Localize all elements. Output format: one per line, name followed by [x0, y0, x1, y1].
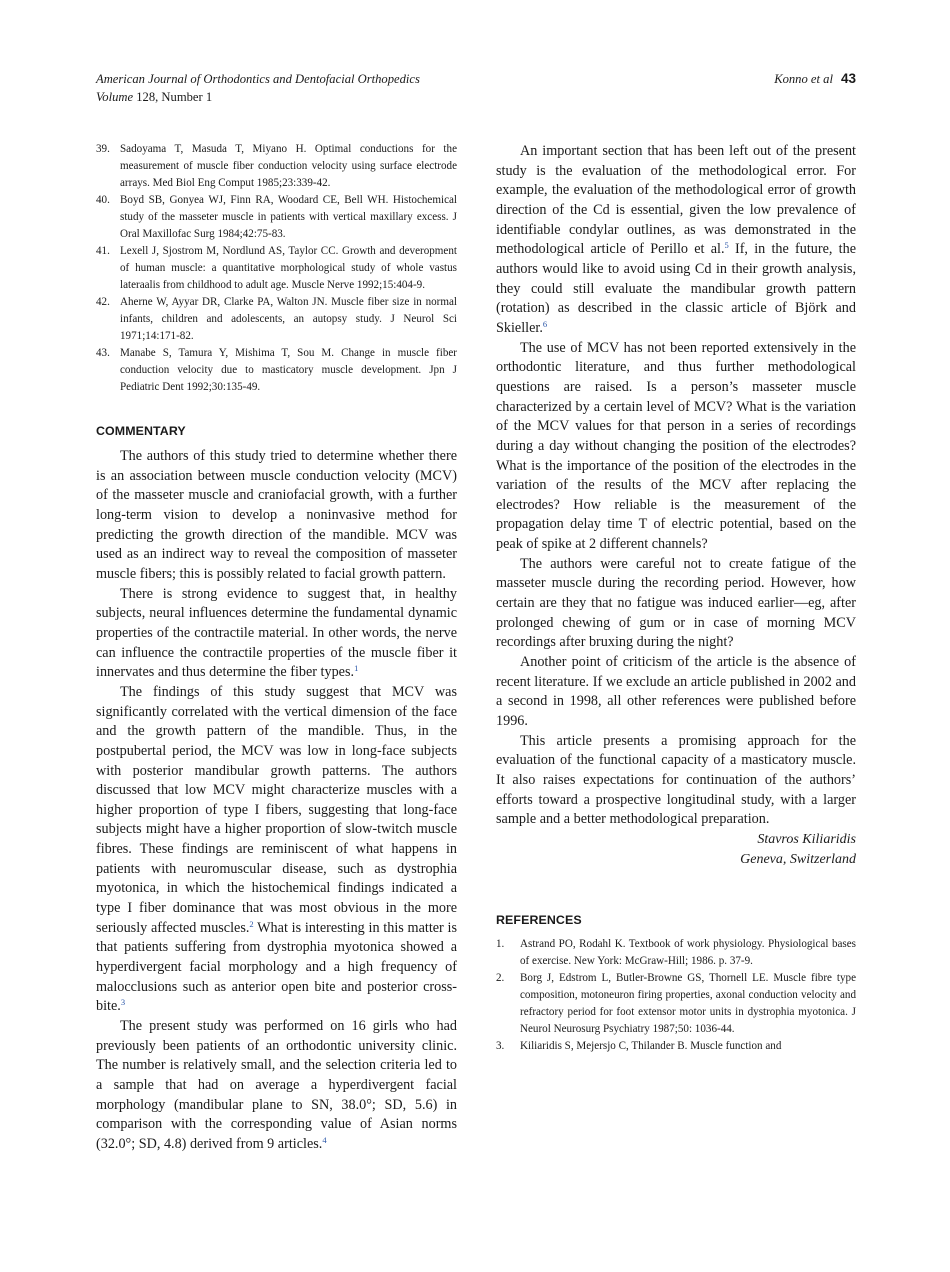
citation-link[interactable]: 6: [542, 318, 548, 329]
reference-item: 39. Sadoyama T, Masuda T, Miyano H. Optimal conductions for the measurement of muscle fiber conduction velocity using surface electrode arrays. Med Biol Eng Comput 1985;23:339-42.: [96, 143, 457, 189]
reference-item: 3. Kiliaridis S, Mejersjo C, Thilander B. Muscle function and: [496, 1040, 782, 1053]
commentary-signature: [496, 830, 856, 869]
left-column: [96, 141, 457, 1155]
commentary-paragraph: There is strong evidence to suggest that, in healthy subjects, neural influences determine the fundamental dynamic properties of the contractile material. In other words, the nerve can influence the contractile properties of the muscle fiber it innervates and thus determine the fiber types.$^1$: [96, 585, 457, 681]
signature-name: Stavros Kiliaridis: [757, 831, 856, 847]
commentary-heading: COMMENTARY: [96, 424, 186, 438]
commentary-paragraph: The authors of this study tried to determine whether there is an association between muscle conduction velocity (MCV) of the masseter muscle and craniofacial growth, with a further long-term vision to develop a noninvasive method for predicting the growth direction of the mandible. MCV was used as an indirect way to reveal the composition of masseter muscle fibers; this is possibly related to facial growth pattern.: [96, 448, 457, 582]
citation-link[interactable]: 2: [249, 918, 254, 929]
running-head: [774, 70, 856, 88]
commentary-paragraph: This article presents a promising approach for the evaluation of the functional capacity of a masticatory muscle. It also raises expectations for continuation of the authors’ efforts toward a prospective longitudinal study, with a larger sample and a better methodological preparation.: [496, 732, 856, 828]
journal-info: [96, 70, 856, 106]
reference-item: 40. Boyd SB, Gonyea WJ, Finn RA, Woodard CE, Bell WH. Histochemical study of the masseter muscle in patients with vertical maxillary excess. J Oral Maxillofac Surg 1984;42:75-83.: [96, 194, 457, 240]
reference-item: 43. Manabe S, Tamura Y, Mishima T, Sou M. Change in muscle fiber conduction velocity due to masticatory muscle development. Jpn J Pediatric Dent 1992;30:135-49.: [96, 347, 457, 393]
commentary-paragraph: The findings of this study suggest that MCV was significantly correlated with the vertical dimension of the face and the growth pattern of the mandible. Thus, in the postpubertal period, the MCV was low in long-face subjects with posterior mandibular growth patterns. The authors discussed that low MCV might characterize muscles with a higher proportion of type I fibers, suggesting that long-face subjects might have a higher proportion of slow-twitch muscle fibres. These findings are reminiscent of what happens in patients with neuromuscular disease, such as dystrophia myotonica, in which the histochemical findings indicated a type I fiber dominance that was most obvious in the more seriously affected muscles.$^2$ What is interesting in this matter is that patients suffering from dystrophia myotonica showed a hyperdivergent facial morphology and a high frequency of malocclusions such as anterior open bite and posterior cross-bite.$^3$: [96, 683, 457, 1015]
journal-volume: Volume 128, Number 1: [96, 90, 213, 104]
commentary-paragraph: Another point of criticism of the article is the absence of recent literature. If we exclude an article published in 2002 and a second in 1998, all other references were published before 1996.: [496, 654, 856, 730]
citation-link[interactable]: 4: [322, 1134, 327, 1145]
journal-title: American Journal of Orthodontics and Dentofacial Orthopedics: [96, 72, 420, 86]
signature-place: Geneva, Switzerland: [740, 851, 856, 867]
page-number: 43: [840, 71, 856, 86]
references-heading: REFERENCES: [496, 913, 582, 928]
reference-item: 1. Astrand PO, Rodahl K. Textbook of work physiology. Physiological bases of exercise. New York: McGraw-Hill; 1986. p. 37-9.: [496, 938, 856, 968]
running-author: Konno et al: [774, 72, 833, 86]
reference-list: [496, 936, 856, 1055]
continued-reference-list: [96, 141, 457, 396]
commentary-paragraph: An important section that has been left out of the present study is the evaluation of the methodological error. For example, the evaluation of the methodological error of growth direction of the Cd is essential, given the low prevalence of identifiable condylar outlines, as was demonstrated in the methodological article of Perillo et al.$^5$ If, in the future, the authors would like to avoid using Cd in their growth analysis, they could still evaluate the mandibular growth pattern (rotation) as described in the classic article of Björk and Skieller.$^6$: [496, 143, 856, 336]
reference-item: 2. Borg J, Edstrom L, Butler-Browne GS, Thornell LE. Muscle fibre type composition, motoneuron firing properties, axonal conduction velocity and refractory period for foot extensor motor units in dystrophia myotonica. J Neurol Neurosurg Psychiatry 1987;50: 1036-44.: [496, 972, 856, 1036]
reference-item: 41. Lexell J, Sjostrom M, Nordlund AS, Taylor CC. Growth and deveropment of human muscle: a quantitative morphological study of whole vastus lateraalis from childhood to adult age. Muscle Nerve 1992;15:404-9.: [96, 245, 457, 291]
commentary-paragraph-continued: The present study was performed on 16 girls who had previously been patients of an orthodontic university clinic. The number is relatively small, and the selection criteria led to a sample that had on average a hyperdivergent facial morphology (mandibular plane to SN, 38.0°; SD, 5.6) in comparison with the corresponding value of Asian norms (32.0°; SD, 4.8) derived from 9 articles.$^4$: [96, 1018, 457, 1152]
citation-link[interactable]: 1: [354, 663, 359, 674]
citation-link[interactable]: 5: [724, 240, 729, 251]
citation-link[interactable]: 3: [120, 997, 126, 1008]
reference-item: 42. Aherne W, Ayyar DR, Clarke PA, Walton JN. Muscle fiber size in normal infants, children and adolescents, an autopsy study. J Neurol Sci 1971;14:171-82.: [96, 296, 457, 342]
commentary-paragraph: The use of MCV has not been reported extensively in the orthodontic literature, and thus further methodological questions are raised. Is a person’s masseter muscle characterized by a certain level of MCV? What is the variation of the MCV values for that person in a series of recordings during a day without changing the position of the electrodes? What is the importance of the position of the electrodes in the variation of the results of the MCV after replacing the electrodes? How reliable is the measurement of the propagation delay time T of electric potential, based on the peak of spike at 2 different channels?: [496, 339, 856, 553]
right-column: [496, 141, 856, 1055]
page-header: [96, 70, 856, 110]
commentary-paragraph: The authors were careful not to create fatigue of the masseter muscle during the recording period. However, how certain are they that no fatigue was induced earlier—eg, after prolonged chewing of gum or in case of morning MCV recordings after bruxing during the night?: [496, 555, 856, 651]
